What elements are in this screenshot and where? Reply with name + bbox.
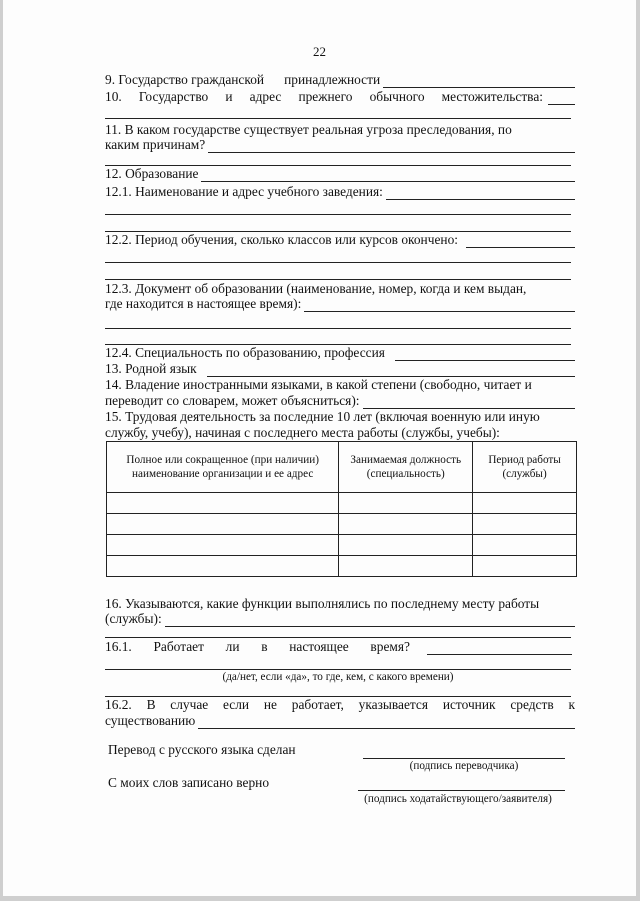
q10-word-7: местожительства: <box>441 89 543 104</box>
q9-label: 9. Государство гражданской принадлежности <box>105 72 381 87</box>
q11-label-a: 11. В каком государстве существует реальная угроза преследования, по <box>105 122 512 137</box>
q16-2-word-9: средств <box>510 697 554 712</box>
q16-1-field-2[interactable] <box>105 669 571 670</box>
q16-1-field[interactable] <box>427 654 572 655</box>
q14-label-a: 14. Владение иностранными языками, в какой степени (свободно, читает и <box>105 377 532 392</box>
q10-word-3: и <box>225 89 233 104</box>
q10-word-2: Государство <box>138 89 209 104</box>
q16-2-word-6: работает, <box>291 697 344 712</box>
q16-2-word-4: если <box>223 697 250 712</box>
recorded-line <box>108 775 348 791</box>
page-number: 22 <box>313 44 326 59</box>
q15-line-a <box>105 409 575 425</box>
q12-4-line <box>105 345 575 361</box>
table-header-row <box>107 442 577 493</box>
translator-signature-field[interactable] <box>363 758 565 759</box>
translator-caption: (подпись переводчика) <box>409 760 519 772</box>
translated-label: Перевод с русского языка сделан <box>108 742 296 757</box>
q16-line-a <box>105 596 575 612</box>
q12-1-label: 12.1. Наименование и адрес учебного заведения: <box>105 184 383 199</box>
q12-label: 12. Образование <box>105 166 199 181</box>
cell-organization[interactable] <box>107 535 339 556</box>
q16-1-word-5: настоящее <box>289 639 349 654</box>
q16-2-field[interactable] <box>198 717 575 729</box>
q16-2-word-5: не <box>263 697 277 712</box>
q13-field[interactable] <box>207 365 575 377</box>
col-organization: Полное или сокращенное (при наличии) наименование организации и ее адрес <box>107 442 339 493</box>
cell-position[interactable] <box>339 556 473 577</box>
q10-field-end[interactable] <box>548 104 575 105</box>
q14-label-b: переводит со словарем, может объясниться): <box>105 393 360 408</box>
q12-2-line <box>105 232 575 248</box>
q16-label-b: (службы): <box>105 611 162 626</box>
q16-1-word-3: ли <box>225 639 240 654</box>
table-row <box>107 514 577 535</box>
q12-4-field[interactable] <box>395 349 575 361</box>
q16-1-word-1: 16.1. <box>105 639 132 654</box>
q15-label-b: службу, учебу), начиная с последнего места работы (службы, учебы): <box>105 425 500 440</box>
q16-line-b <box>105 611 575 627</box>
cell-period[interactable] <box>473 493 577 514</box>
q10-word-4: адрес <box>249 89 282 104</box>
q11-label-b: каким причинам? <box>105 137 206 152</box>
translated-line <box>108 742 348 758</box>
q16-2-word-7: указывается <box>358 697 429 712</box>
q10-line <box>105 89 543 105</box>
q9-line <box>105 72 575 88</box>
cell-position[interactable] <box>339 514 473 535</box>
cell-organization[interactable] <box>107 514 339 535</box>
q16-1-word-6: время? <box>370 639 410 654</box>
q12-2-label: 12.2. Период обучения, сколько классов или курсов окончено: <box>105 232 458 247</box>
cell-position[interactable] <box>339 493 473 514</box>
q16-2-word-3: случае <box>170 697 209 712</box>
q12-line <box>105 166 575 182</box>
q10-word-5: прежнего <box>298 89 353 104</box>
q14-line-a <box>105 377 575 393</box>
table-row <box>107 493 577 514</box>
col-position: Занимаемая должность (специальность) <box>339 442 473 493</box>
q15-line-b <box>105 425 575 441</box>
q13-line <box>105 361 575 377</box>
q9-field[interactable] <box>383 76 575 88</box>
q12-3-label-a: 12.3. Документ об образовании (наименование, номер, когда и кем выдан, <box>105 281 527 296</box>
q16-label-a: 16. Указываются, какие функции выполнялись по последнему месту работы <box>105 596 540 611</box>
q12-2-field[interactable] <box>466 236 575 248</box>
q16-2-line-b <box>105 713 575 729</box>
q16-2-label-b: существованию <box>105 713 196 728</box>
q16-2-word-10: к <box>568 697 575 712</box>
q14-line-b <box>105 393 575 409</box>
q12-3-line-a <box>105 281 575 297</box>
q16-1-line <box>105 639 410 655</box>
q12-3-field-2[interactable] <box>105 328 571 329</box>
applicant-caption: (подпись ходатайствующего/заявителя) <box>364 793 552 805</box>
q10-word-6: обычного <box>369 89 425 104</box>
q16-2-word-1: 16.2. <box>105 697 132 712</box>
cell-period[interactable] <box>473 556 577 577</box>
q11-line-b <box>105 137 575 153</box>
cell-period[interactable] <box>473 535 577 556</box>
q16-1-word-4: в <box>261 639 268 654</box>
applicant-signature-field[interactable] <box>358 790 565 791</box>
q16-1-word-2: Работает <box>153 639 204 654</box>
q16-field[interactable] <box>165 615 575 627</box>
recorded-label: С моих слов записано верно <box>108 775 270 790</box>
q12-3-field[interactable] <box>304 300 575 312</box>
q12-2-field-3[interactable] <box>105 279 571 280</box>
q16-2-line-a <box>105 697 575 713</box>
cell-organization[interactable] <box>107 556 339 577</box>
q12-field[interactable] <box>201 170 575 182</box>
q12-1-field[interactable] <box>386 188 575 200</box>
q12-4-label: 12.4. Специальность по образованию, профессия <box>105 345 385 360</box>
q14-field[interactable] <box>363 397 576 409</box>
q11-line-a <box>105 122 575 138</box>
q15-label-a: 15. Трудовая деятельность за последние 10 лет (включая военную или иную <box>105 409 540 424</box>
cell-organization[interactable] <box>107 493 339 514</box>
q16-field-2[interactable] <box>105 637 571 638</box>
q12-3-line-b <box>105 296 575 312</box>
q10-word-1: 10. <box>105 89 122 104</box>
q12-1-field-2[interactable] <box>105 214 571 215</box>
q11-field[interactable] <box>208 141 575 153</box>
col-period: Период работы (службы) <box>473 442 577 493</box>
q10-field[interactable] <box>105 118 571 119</box>
table-row <box>107 535 577 556</box>
table-row <box>107 556 577 577</box>
q13-label: 13. Родной язык <box>105 361 197 376</box>
q12-3-label-b: где находится в настоящее время): <box>105 296 302 311</box>
q12-2-field-2[interactable] <box>105 262 571 263</box>
q16-2-word-8: источник <box>442 697 496 712</box>
cell-position[interactable] <box>339 535 473 556</box>
q16-1-caption: (да/нет, если «да», то где, кем, с какого времени) <box>222 671 454 683</box>
q12-1-line <box>105 184 575 200</box>
employment-table <box>106 441 577 577</box>
q16-2-word-2: В <box>146 697 156 712</box>
cell-period[interactable] <box>473 514 577 535</box>
